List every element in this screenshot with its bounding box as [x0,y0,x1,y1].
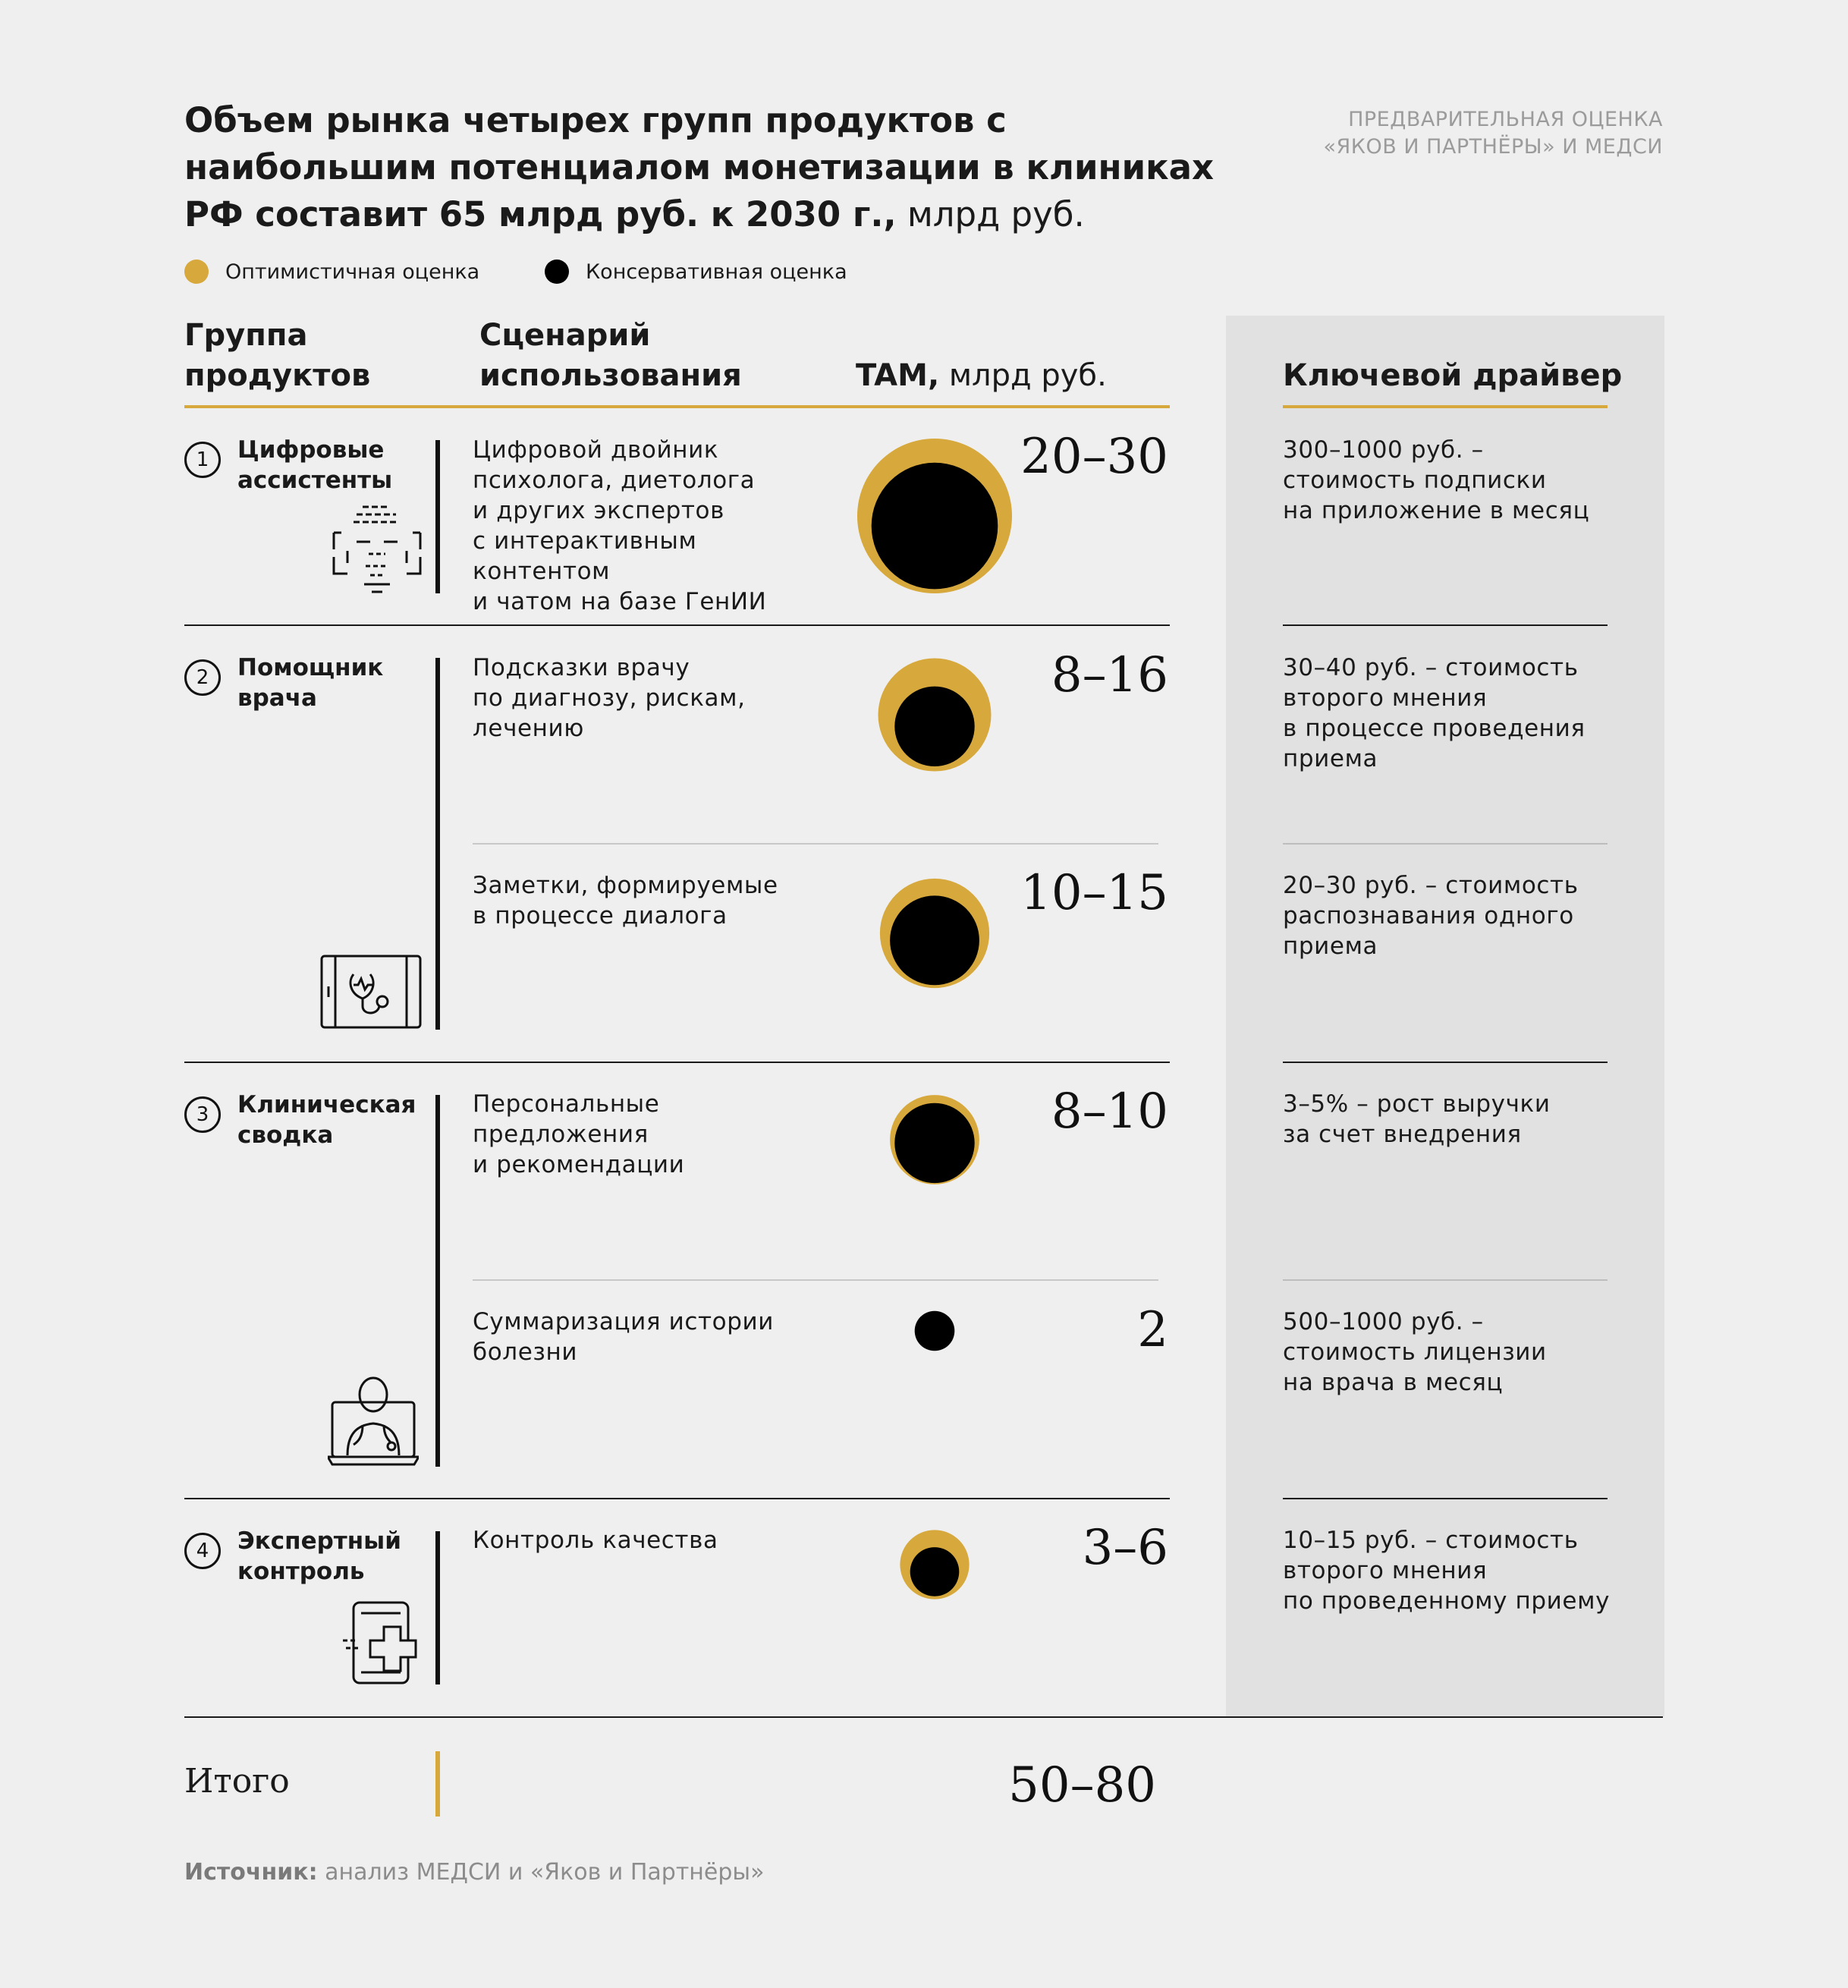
group-bar [435,1531,440,1684]
driver-line: на приложение в месяц [1283,497,1590,524]
header-scenario [479,316,742,396]
driver-divider [1283,1498,1608,1499]
group-name-line: ассистенты [237,467,393,494]
driver-line: по проведенному приему [1283,1587,1611,1615]
scenario-line: психолога, диетолога [473,467,756,494]
doctor-laptop-icon [328,1375,419,1467]
group-divider [184,1498,1170,1499]
total-divider [184,1716,1663,1718]
legend-conservative-label: Консервативная оценка [586,260,847,284]
driver-line: распознавания одного [1283,902,1574,930]
driver-line: 10–15 руб. – стоимость [1283,1527,1579,1554]
preliminary-line-2: «ЯКОВ И ПАРТНЁРЫ» И МЕДСИ [1323,135,1663,159]
group-bar [435,658,440,1030]
source-label: Источник: [184,1859,318,1886]
driver-line: 500–1000 руб. – [1283,1308,1484,1335]
scenario-line: лечению [473,715,584,742]
group-name-line: Экспертный [237,1527,401,1555]
phone-medical-cross-icon [343,1601,426,1684]
group-divider [184,1062,1170,1063]
header-group [184,316,370,396]
total-label: Итого [184,1762,290,1801]
group-name-line: врача [237,684,317,712]
group-name [237,1090,420,1150]
driver-line: за счет внедрения [1283,1121,1522,1148]
scenario-text [473,435,837,617]
group-number: 4 [184,1533,221,1569]
header-scenario-line-1: Сценарий [479,318,651,353]
tam-value: 2 [1137,1302,1168,1358]
header-group-line-2: продуктов [184,358,371,393]
tam-value: 10–15 [1020,865,1168,921]
group-name [237,435,420,495]
group-name-line: контроль [237,1558,365,1585]
scenario-text [473,870,837,931]
driver-line: в процессе проведения [1283,715,1586,742]
driver-divider [1283,1062,1608,1063]
bubble-conservative [890,895,979,985]
header-scenario-line-2: использования [479,358,742,393]
scenario-line: болезни [473,1338,578,1366]
tablet-stethoscope-icon [320,955,422,1029]
bubble-conservative [910,1547,960,1596]
scenario-divider [473,1279,1158,1281]
bubble-conservative [915,1311,955,1351]
group-name-line: сводка [237,1121,334,1149]
source-note [184,1859,764,1886]
legend-black-dot-icon [545,260,569,284]
preliminary-estimate-note [1208,106,1663,161]
scenario-line: в процессе диалога [473,902,728,930]
driver-line: второго мнения [1283,1557,1488,1584]
driver-line: приема [1283,745,1378,772]
scenario-line: по диагнозу, рискам, [473,684,746,712]
driver-divider [1283,624,1608,626]
driver-divider [1283,1279,1608,1281]
header-rule-left [184,405,1170,408]
title-unit: млрд руб. [896,194,1085,234]
driver-line: приема [1283,933,1378,960]
bubble-conservative [872,463,998,590]
group-bar [435,440,440,593]
header-group-line-1: Группа [184,318,308,353]
scenario-line: и рекомендации [473,1151,685,1178]
scenario-line: и других экспертов [473,497,724,524]
scenario-line: Заметки, формируемые [473,872,778,899]
source-text: анализ МЕДСИ и «Яков и Партнёры» [317,1859,765,1886]
group-number: 1 [184,442,221,478]
legend-optimistic [184,260,479,284]
driver-text [1283,1089,1632,1150]
scenario-line: Суммаризация истории [473,1308,775,1335]
ai-face-icon [331,502,423,595]
group-divider [184,624,1170,626]
driver-line: 3–5% – рост выручки [1283,1090,1551,1118]
tam-value: 8–10 [1051,1084,1168,1140]
header-rule-driver [1283,405,1608,408]
scenario-line: Персональные [473,1090,660,1118]
group-bar [435,1095,440,1467]
driver-line: 30–40 руб. – стоимость [1283,654,1579,681]
title-bold: Объем рынка четырех групп продуктов с наибольшим потенциалом монетизации в клиниках РФ составит 65 млрд руб. к 2030 г., [184,100,1215,234]
driver-text [1283,435,1632,526]
driver-line: 300–1000 руб. – [1283,436,1484,464]
scenario-line: предложения [473,1121,649,1148]
scenario-text [473,1525,837,1555]
scenario-text [473,653,837,744]
driver-line: стоимость подписки [1283,467,1547,494]
scenario-line: Подсказки врачу [473,654,690,681]
legend-optimistic-label: Оптимистичная оценка [225,260,480,284]
driver-text [1283,1525,1632,1616]
legend-conservative [545,260,847,284]
scenario-line: и чатом на базе ГенИИ [473,588,767,615]
scenario-text [473,1307,837,1367]
scenario-text [473,1089,837,1180]
group-name-line: Цифровые [237,436,385,464]
group-name-line: Клиническая [237,1091,416,1118]
driver-line: стоимость лицензии [1283,1338,1547,1366]
scenario-divider [473,843,1158,845]
total-value: 50–80 [1008,1757,1156,1813]
group-name [237,1526,420,1587]
scenario-line: с интерактивным контентом [473,527,697,585]
group-number: 3 [184,1096,221,1133]
driver-divider [1283,843,1608,845]
driver-line: на врача в месяц [1283,1369,1504,1396]
group-name [237,653,420,713]
tam-bubbles [819,410,1017,1684]
tam-value: 20–30 [1020,429,1168,485]
driver-line: 20–30 руб. – стоимость [1283,872,1579,899]
header-tam-unit: млрд руб. [939,358,1107,393]
scenario-line: Цифровой двойник [473,436,719,464]
scenario-line: Контроль качества [473,1527,718,1554]
header-tam [856,356,1107,396]
tam-value: 3–6 [1082,1520,1168,1576]
total-gold-bar [435,1751,440,1817]
group-number: 2 [184,659,221,696]
bubble-conservative [894,1103,974,1183]
legend-gold-dot-icon [184,260,209,284]
driver-text [1283,870,1632,961]
driver-text [1283,653,1632,774]
driver-line: второго мнения [1283,684,1488,712]
driver-text [1283,1307,1632,1398]
bubble-conservative [894,687,974,766]
tam-value: 8–16 [1051,647,1168,703]
group-name-line: Помощник [237,654,384,681]
header-tam-bold: TAM, [856,358,940,393]
chart-title [184,97,1246,238]
preliminary-line-1: ПРЕДВАРИТЕЛЬНАЯ ОЦЕНКА [1348,108,1663,131]
header-driver: Ключевой драйвер [1283,358,1623,393]
